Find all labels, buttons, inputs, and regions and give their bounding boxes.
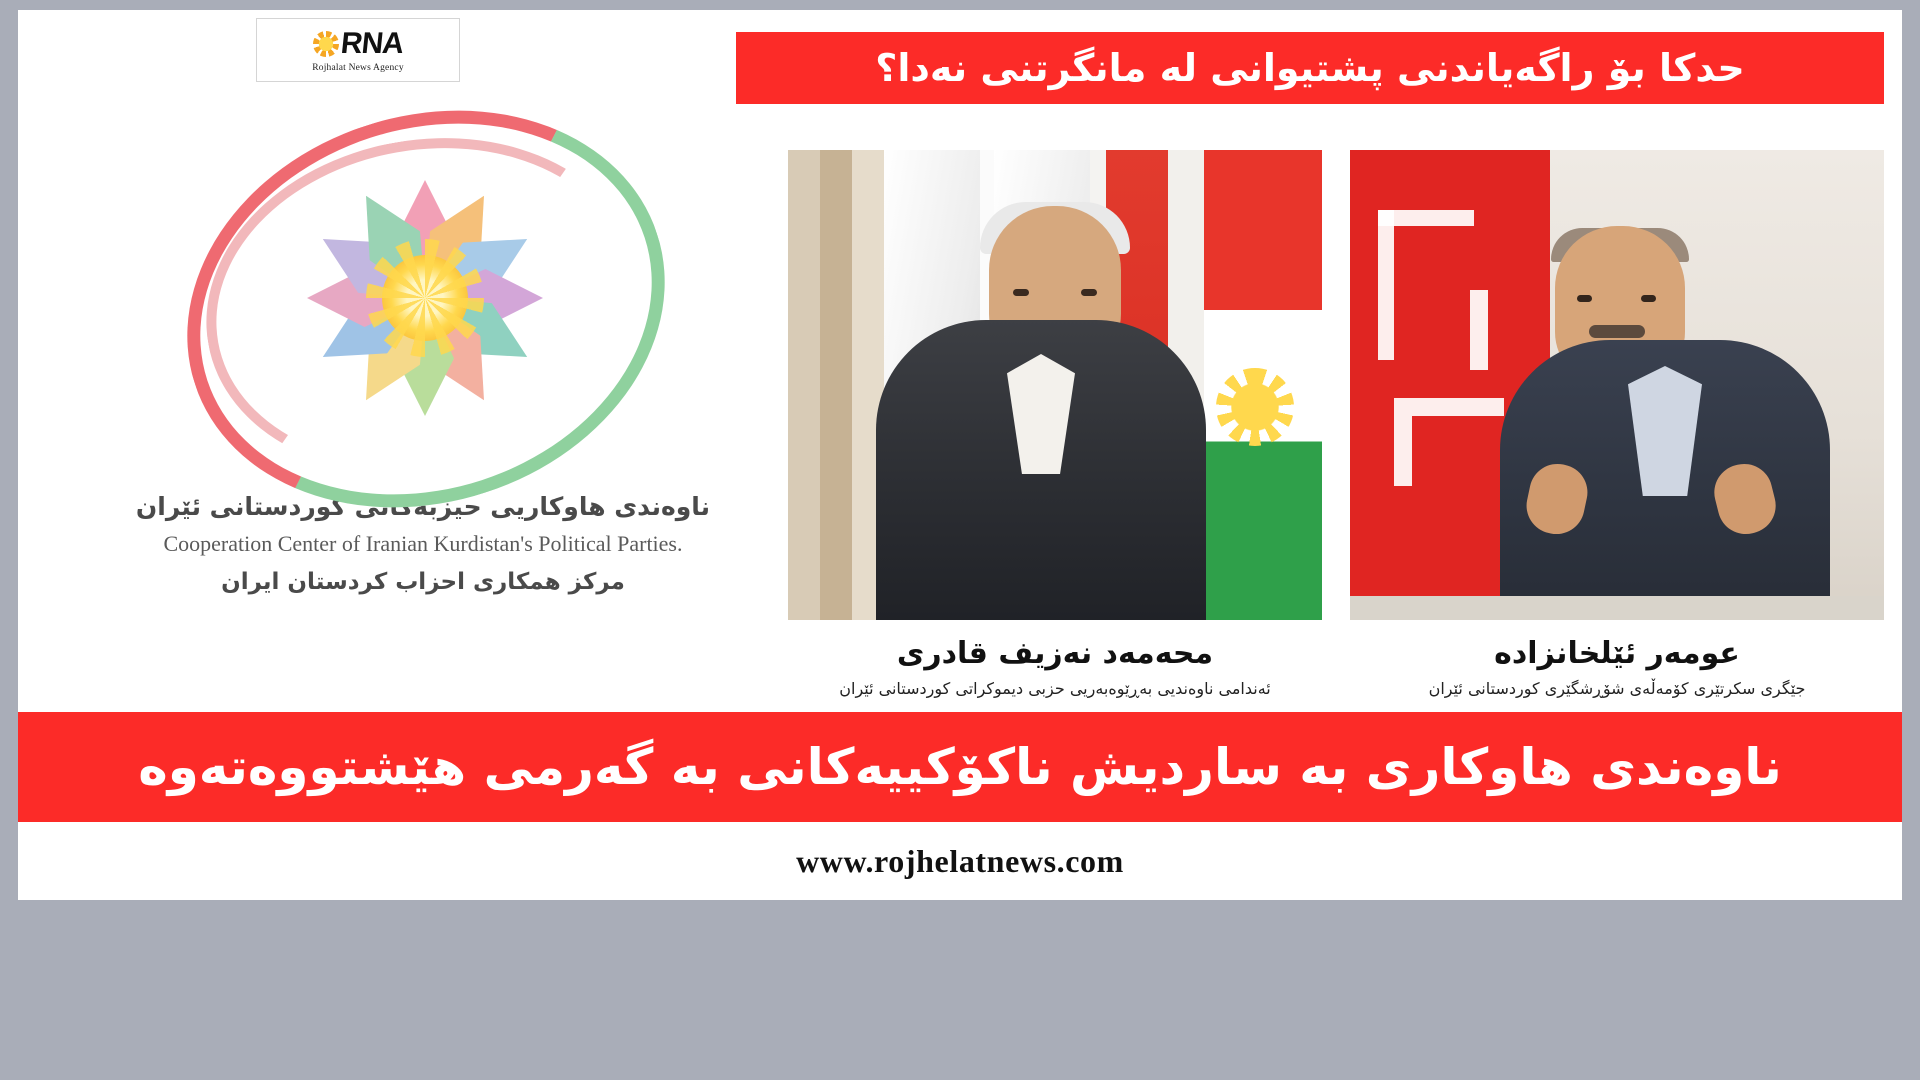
person-role: ئەندامی ناوەندیی بەڕێوەبەریی حزبی دیموکراتی کوردستانی ئێران xyxy=(839,679,1271,698)
banner-glyph xyxy=(1378,210,1394,360)
kurdistan-sun-icon xyxy=(1216,368,1294,446)
rna-logo-mark-row xyxy=(313,25,403,63)
person-shirt xyxy=(1628,366,1702,496)
headline-top: حدکا بۆ راگەیاندنی پشتیوانی لە مانگرتنی نەدا؟ xyxy=(736,32,1884,104)
person-eye xyxy=(1013,289,1029,296)
banner-glyph xyxy=(1378,210,1474,226)
website-url: www.rojhelatnews.com xyxy=(18,822,1902,900)
person-mustache xyxy=(1589,325,1645,338)
cooperation-center-emblem xyxy=(78,106,768,626)
emblem-name-persian: مرکز همکاری احزاب کردستان ایران xyxy=(221,569,625,595)
person-name: محەمەد نەزیف قادری xyxy=(896,636,1214,671)
person-body xyxy=(876,320,1206,620)
person-card xyxy=(1350,150,1884,698)
photo-row xyxy=(788,150,1884,710)
photo-bottom-strip xyxy=(1350,596,1884,620)
person-caption xyxy=(1350,620,1884,698)
person-photo xyxy=(788,150,1322,620)
sun-icon xyxy=(382,255,468,341)
person-caption xyxy=(788,620,1322,698)
headline-bottom: ناوەندی هاوکاری بە ساردیش ناکۆکییەکانی بە گەرمی هێشتووەتەوە xyxy=(18,712,1902,822)
emblem-artwork xyxy=(153,106,693,486)
rna-logo xyxy=(256,18,460,82)
banner-glyph xyxy=(1394,416,1412,486)
person-eye xyxy=(1641,295,1656,302)
emblem-name-kurdish: ناوەندی هاوکاریی حیزبەکانی کوردستانی ئێران xyxy=(135,492,711,521)
emblem-text-block xyxy=(78,492,768,595)
sun-icon xyxy=(313,31,339,57)
person-card xyxy=(788,150,1322,698)
rna-logo-caption: Rojhalat News Agency xyxy=(312,63,404,73)
person-name: عومەر ئێلخانزاده xyxy=(1494,636,1740,671)
person-eye xyxy=(1577,295,1592,302)
banner-glyph xyxy=(1470,290,1488,370)
person-eye xyxy=(1081,289,1097,296)
emblem-star xyxy=(275,158,575,438)
emblem-name-english: Cooperation Center of Iranian Kurdistan's Political Parties. xyxy=(163,531,683,556)
banner-glyph xyxy=(1394,398,1504,416)
rna-logo-text: RNA xyxy=(339,27,405,60)
person-role: جێگری سکرتێری کۆمەڵەی شۆڕشگێری کوردستانی ئێران xyxy=(1428,679,1806,698)
person-shirt xyxy=(1007,354,1075,474)
person-photo xyxy=(1350,150,1884,620)
